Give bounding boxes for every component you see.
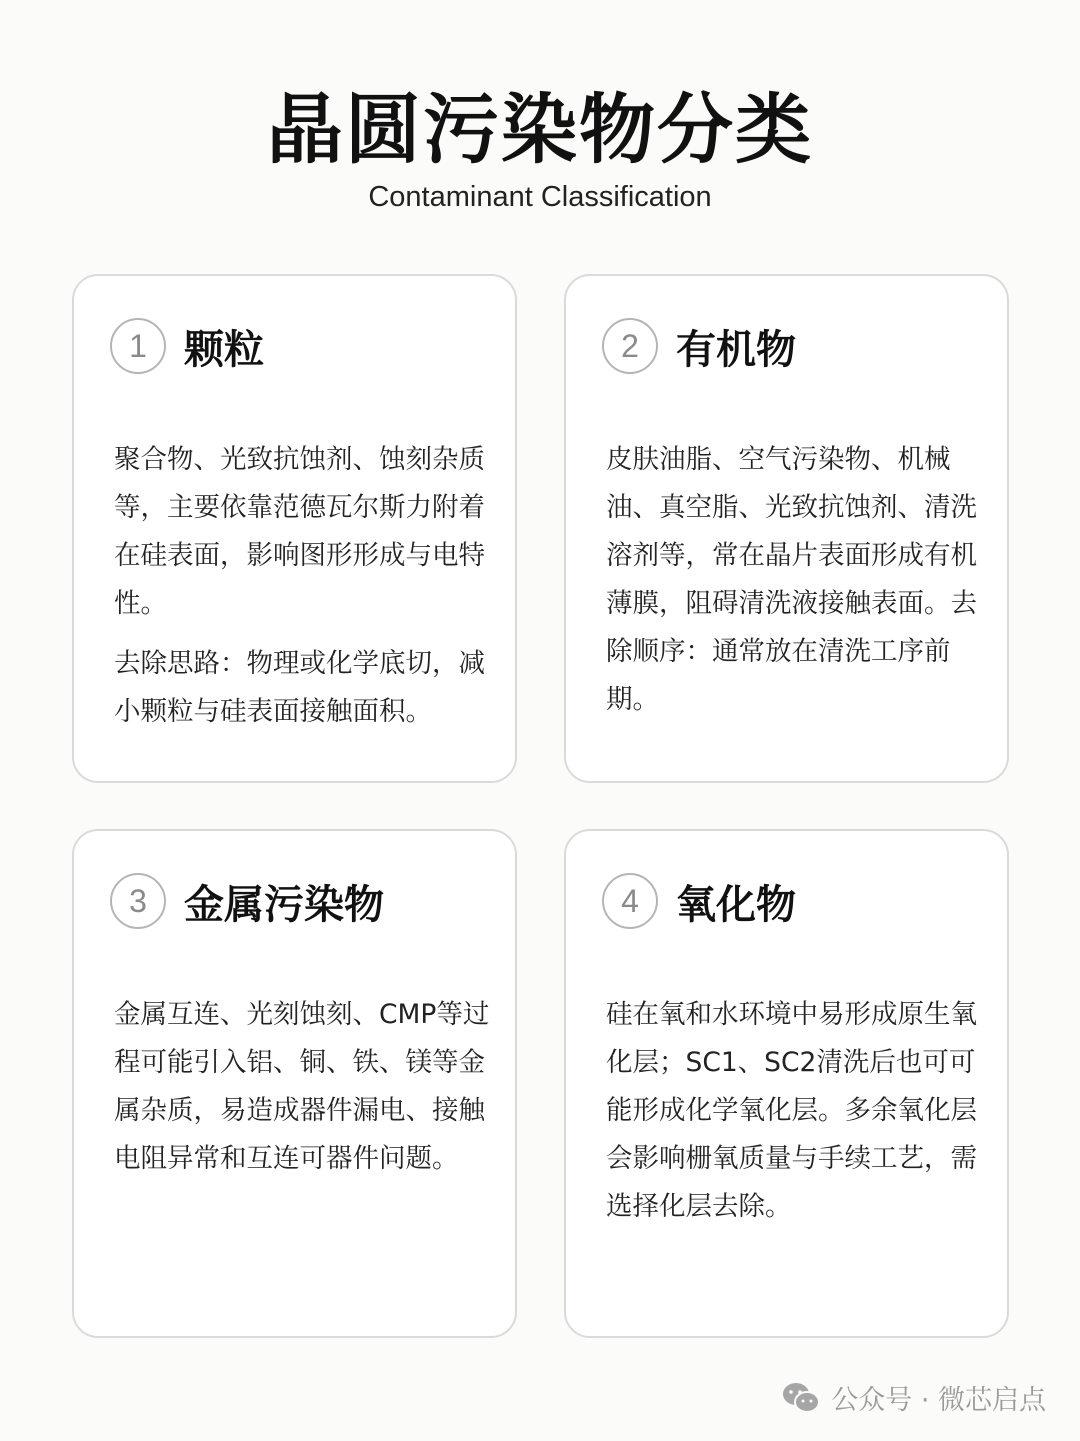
card-header — [110, 316, 264, 376]
page-subtitle: Contaminant Classification — [368, 181, 712, 213]
card-title: 氧化物 — [676, 881, 796, 928]
card-title: 金属污染物 — [184, 881, 384, 928]
card-body — [114, 436, 506, 736]
watermark — [781, 1378, 1046, 1417]
number-badge: 1 — [110, 318, 166, 374]
number-badge: 3 — [110, 873, 166, 929]
page-title: 晶圆污染物分类 — [267, 85, 813, 174]
card-paragraph: 皮肤油脂、空气污染物、机械油、真空脂、光致抗蚀剂、清洗溶剂等，常在晶片表面形成有机薄膜，阻碍清洗液接触表面。去除顺序：通常放在清洗工序前期。 — [606, 444, 977, 715]
card-paragraph: 聚合物、光致抗蚀剂、蚀刻杂质等，主要依靠范德瓦尔斯力附着在硅表面，影响图形形成与电特性。 — [114, 444, 485, 619]
card-title: 颗粒 — [184, 326, 264, 373]
card-paragraph: 硅在氧和水环境中易形成原生氧化层；SC1、SC2清洗后也可可能形成化学氧化层。多余氧化层会影响栅氧质量与手续工艺，需选择化层去除。 — [606, 999, 977, 1222]
number-badge: 4 — [602, 873, 658, 929]
card-metal-contaminants — [72, 829, 517, 1338]
card-body — [606, 436, 998, 724]
card-organics — [564, 274, 1009, 783]
card-header — [602, 316, 796, 376]
card-title: 有机物 — [676, 326, 796, 373]
watermark-text: 公众号 · 微芯启点 — [831, 1385, 1046, 1416]
wechat-icon — [781, 1381, 821, 1415]
card-header — [110, 871, 384, 931]
card-header — [602, 871, 796, 931]
card-paragraph: 去除思路：物理或化学底切，减小颗粒与硅表面接触面积。 — [114, 648, 485, 727]
card-particles — [72, 274, 517, 783]
card-oxides — [564, 829, 1009, 1338]
card-body — [114, 991, 506, 1183]
number-badge: 2 — [602, 318, 658, 374]
card-body — [606, 991, 998, 1231]
card-paragraph: 金属互连、光刻蚀刻、CMP等过程可能引入铝、铜、铁、镁等金属杂质，易造成器件漏电、接触电阻异常和互连可器件问题。 — [114, 999, 490, 1174]
